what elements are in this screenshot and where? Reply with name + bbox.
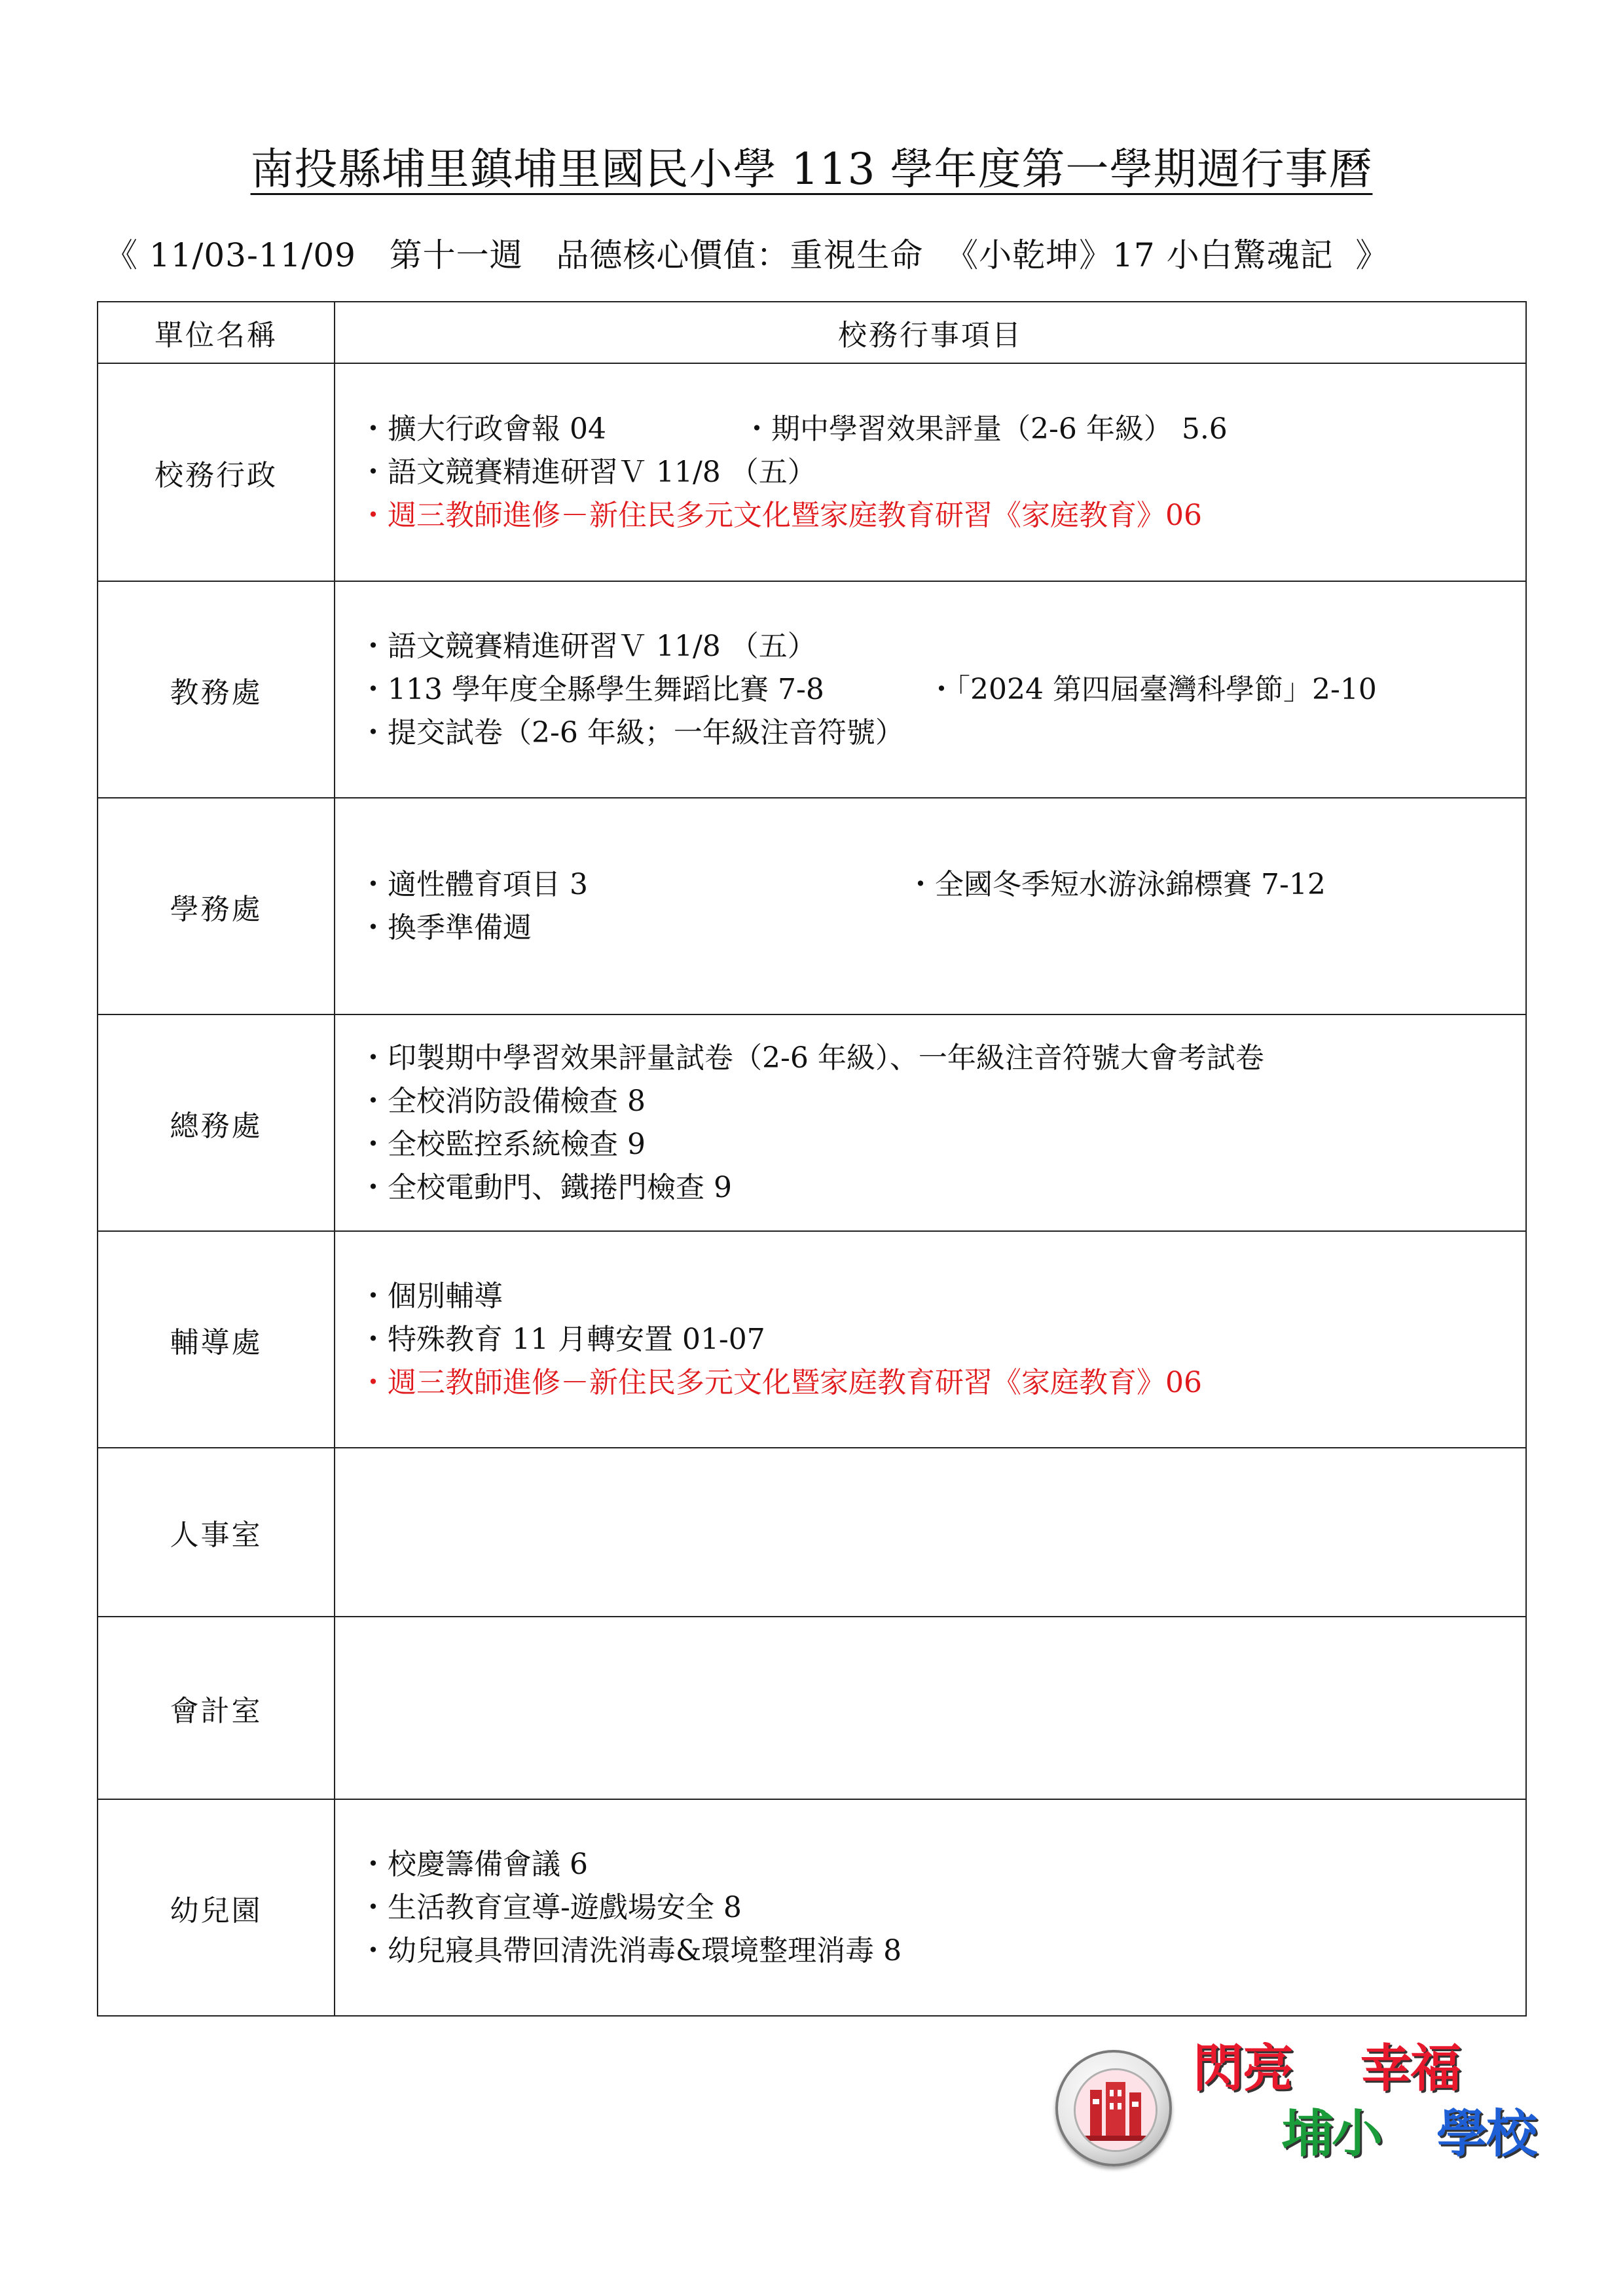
table-row — [98, 1448, 1526, 1617]
list-item: ・印製期中學習效果評量試卷（2-6 年級）、一年級注音符號大會考試卷 — [359, 1041, 1264, 1075]
list-item: ・特殊教育 11 月轉安置 01-07 — [359, 1322, 765, 1356]
list-item: ・週三教師進修－新住民多元文化暨家庭教育研習《家庭教育》06 — [359, 1365, 1202, 1399]
list-item: ・週三教師進修－新住民多元文化暨家庭教育研習《家庭教育》06 — [359, 498, 1202, 532]
table-row — [98, 581, 1526, 798]
list-item: ・113 學年度全縣學生舞蹈比賽 7-8 ・「2024 第四屆臺灣科學節」2-10 — [359, 672, 1377, 706]
list-item: ・幼兒寢具帶回清洗消毒&環境整理消毒 8 — [359, 1933, 902, 1967]
unit-name: 幼兒園 — [98, 1799, 335, 2016]
items-cell — [335, 581, 1526, 798]
unit-name: 會計室 — [98, 1617, 335, 1799]
table-row — [98, 1617, 1526, 1799]
logo-text-3: 埔小 — [1282, 2105, 1382, 2164]
list-item: ・換季準備週 — [359, 910, 532, 944]
list-item: ・擴大行政會報 04 ・期中學習效果評量（2-6 年級） 5.6 — [359, 412, 1228, 446]
logo-text-1: 閃亮 — [1193, 2039, 1293, 2098]
list-item: ・語文競賽精進研習Ｖ 11/8 （五） — [359, 455, 816, 489]
table-row — [98, 798, 1526, 1014]
unit-name: 學務處 — [98, 798, 335, 1014]
header-unit: 單位名稱 — [98, 302, 335, 363]
items-cell — [335, 1799, 1526, 2016]
unit-name: 輔導處 — [98, 1231, 335, 1448]
unit-name: 總務處 — [98, 1014, 335, 1231]
list-item: ・全校監控系統檢查 9 — [359, 1127, 646, 1161]
header-items: 校務行事項目 — [335, 302, 1526, 363]
list-item: ・個別輔導 — [359, 1279, 503, 1313]
week-subtitle: 《 11/03-11/09 第十一週 品德核心價值：重視生命 《小乾坤》17 小白驚魂記 》 — [105, 236, 1389, 274]
school-emblem-icon — [1055, 2050, 1172, 2166]
items-cell — [335, 1231, 1526, 1448]
schedule-table — [97, 301, 1527, 2017]
items-cell — [335, 1448, 1526, 1617]
table-row — [98, 1231, 1526, 1448]
list-item: ・語文競賽精進研習Ｖ 11/8 （五） — [359, 629, 816, 663]
unit-name: 校務行政 — [98, 363, 335, 581]
logo-text-4: 學校 — [1436, 2105, 1537, 2164]
list-item: ・適性體育項目 3 ・全國冬季短水游泳錦標賽 7-12 — [359, 867, 1326, 901]
list-item: ・生活教育宣導-遊戲場安全 8 — [359, 1890, 742, 1924]
unit-name: 教務處 — [98, 581, 335, 798]
items-cell — [335, 1617, 1526, 1799]
table-row — [98, 1799, 1526, 2016]
items-cell — [335, 1014, 1526, 1231]
items-cell — [335, 363, 1526, 581]
list-item: ・提交試卷（2-6 年級；一年級注音符號） — [359, 715, 904, 749]
table-row — [98, 363, 1526, 581]
list-item: ・校慶籌備會議 6 — [359, 1847, 588, 1881]
list-item: ・全校消防設備檢查 8 — [359, 1084, 646, 1118]
page-title: 南投縣埔里鎮埔里國民小學 113 學年度第一學期週行事曆 — [250, 144, 1373, 194]
list-item: ・全校電動門、鐵捲門檢查 9 — [359, 1170, 732, 1204]
table-row — [98, 1014, 1526, 1231]
school-logo — [1055, 2039, 1540, 2168]
logo-text-2: 幸福 — [1360, 2039, 1461, 2098]
unit-name: 人事室 — [98, 1448, 335, 1617]
table-header-row — [98, 302, 1526, 363]
items-cell — [335, 798, 1526, 1014]
